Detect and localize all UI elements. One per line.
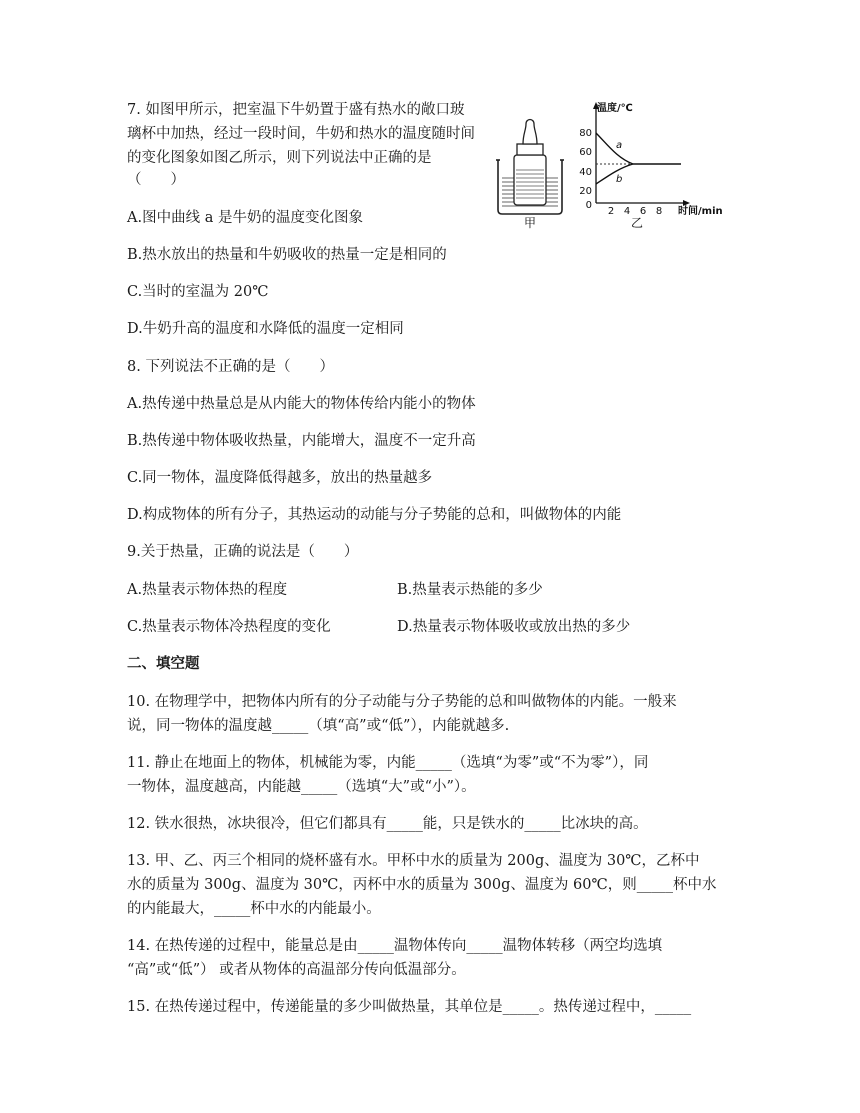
curve-b-label: b [616, 174, 623, 185]
x-tick-2: 2 [607, 206, 615, 217]
q8-option-b: B.热传递中物体吸收热量，内能增大，温度不一定升高 [127, 433, 476, 449]
q13-line-3: 的内能最大，_____杯中水的内能最小。 [127, 901, 381, 917]
q11-line-2: 一物体，温度越高，内能越_____（选填“大”或“小”）。 [127, 779, 476, 795]
y-tick-60: 60 [579, 147, 592, 158]
q12-line-1: 12. 铁水很热，冰块很冷，但它们都具有_____能，只是铁水的_____比冰块的高。 [127, 816, 648, 832]
q7-option-d: D.牛奶升高的温度和水降低的温度一定相同 [127, 321, 404, 337]
q7-line-4: （ ） [127, 172, 185, 188]
label-yi: 乙 [630, 216, 644, 230]
q10-line-1: 10. 在物理学中，把物体内所有的分子动能与分子势能的总和叫做物体的内能。一般来 [127, 694, 677, 710]
beaker-diagram [496, 120, 564, 231]
q9-stem: 9.关于热量，正确的说法是（ ） [127, 544, 359, 560]
y-tick-80: 80 [579, 128, 592, 139]
x-tick-6: 6 [639, 206, 647, 217]
x-tick-4: 4 [623, 206, 631, 217]
q8-stem: 8. 下列说法不正确的是（ ） [127, 359, 334, 375]
q15-line-1: 15. 在热传递过程中，传递能量的多少叫做热量，其单位是_____。热传递过程中，_____ [127, 999, 692, 1015]
q8-option-a: A.热传递中热量总是从内能大的物体传给内能小的物体 [127, 396, 476, 412]
q11-line-1: 11. 静止在地面上的物体，机械能为零，内能_____（选填“为零”或“不为零”），同 [127, 755, 649, 771]
q7-line-1: 7. 如图甲所示，把室温下牛奶置于盛有热水的敞口玻 [127, 102, 465, 118]
curve-b [596, 164, 633, 184]
x-tick-8: 8 [655, 206, 663, 217]
section-heading: 二、填空题 [127, 656, 200, 672]
q7-option-b: B.热水放出的热量和牛奶吸收的热量一定是相同的 [127, 247, 447, 263]
y-tick-40: 40 [579, 167, 592, 178]
temperature-graph [579, 101, 722, 230]
label-jia: 甲 [523, 216, 537, 230]
question-7-figure [493, 100, 738, 230]
q9-option-c: C.热量表示物体冷热程度的变化 [127, 619, 331, 635]
y-axis-label: 温度/℃ [597, 103, 633, 114]
curve-a [596, 133, 681, 164]
q9-option-a: A.热量表示物体热的程度 [127, 582, 288, 598]
q13-line-2: 水的质量为 300g、温度为 30℃，丙杯中水的质量为 300g、温度为 60℃，则_____杯中水 [127, 877, 717, 893]
q14-line-1: 14. 在热传递的过程中，能量总是由_____温物体传向_____温物体转移（两空均选填 [127, 938, 663, 954]
y-tick-20: 20 [579, 186, 592, 197]
q10-line-2: 说，同一物体的温度越_____（填“高”或“低”），内能就越多. [127, 718, 510, 734]
q8-option-c: C.同一物体，温度降低得越多，放出的热量越多 [127, 470, 433, 486]
q8-option-d: D.构成物体的所有分子，其热运动的动能与分子势能的总和，叫做物体的内能 [127, 507, 622, 523]
y-tick-0: 0 [585, 200, 592, 211]
q14-line-2: “高”或“低”） 或者从物体的高温部分传向低温部分。 [127, 962, 466, 978]
curve-a-label: a [616, 140, 623, 151]
q9-option-d: D.热量表示物体吸收或放出热的多少 [397, 619, 631, 635]
q7-line-3: 的变化图象如图乙所示，则下列说法中正确的是 [127, 150, 432, 166]
q7-line-2: 璃杯中加热，经过一段时间，牛奶和热水的温度随时间 [127, 126, 475, 142]
q9-option-b: B.热量表示热能的多少 [397, 582, 543, 598]
q7-option-a: A.图中曲线 a 是牛奶的温度变化图象 [127, 210, 363, 226]
q7-option-c: C.当时的室温为 20℃ [127, 284, 269, 300]
q13-line-1: 13. 甲、乙、丙三个相同的烧杯盛有水。甲杯中水的质量为 200g、温度为 30℃，乙杯中 [127, 853, 700, 869]
x-axis-label: 时间/min [678, 206, 723, 217]
